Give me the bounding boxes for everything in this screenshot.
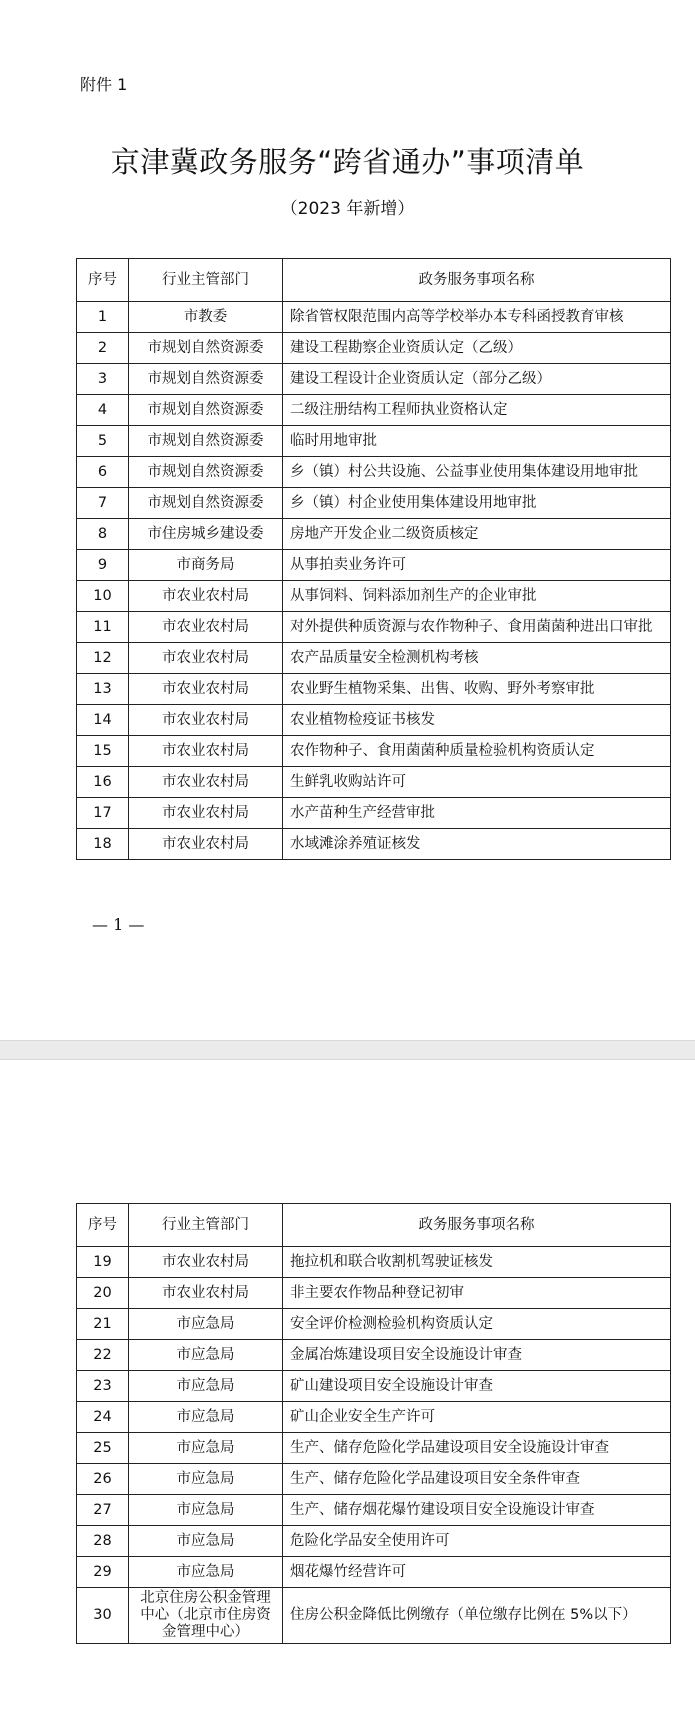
items-table-part-1 — [76, 258, 671, 860]
row-serial-no: 14 — [77, 705, 129, 736]
table-row — [77, 643, 671, 674]
table-row — [77, 426, 671, 457]
row-serial-no: 11 — [77, 612, 129, 643]
row-department: 市规划自然资源委 — [129, 333, 283, 364]
row-department: 市农业农村局 — [129, 581, 283, 612]
row-department: 市农业农村局 — [129, 1278, 283, 1309]
table-row — [77, 333, 671, 364]
row-serial-no: 25 — [77, 1433, 129, 1464]
header-serial-no: 序号 — [77, 259, 129, 302]
row-serial-no: 12 — [77, 643, 129, 674]
row-item-name: 对外提供种质资源与农作物种子、食用菌菌种进出口审批 — [283, 612, 671, 643]
table-row — [77, 1495, 671, 1526]
row-item-name: 生产、储存危险化学品建设项目安全设施设计审查 — [283, 1433, 671, 1464]
row-item-name: 除省管权限范围内高等学校举办本专科函授教育审核 — [283, 302, 671, 333]
table-row — [77, 1247, 671, 1278]
header-item-name: 政务服务事项名称 — [283, 259, 671, 302]
row-item-name: 从事饲料、饲料添加剂生产的企业审批 — [283, 581, 671, 612]
row-department: 市农业农村局 — [129, 1247, 283, 1278]
row-department: 市规划自然资源委 — [129, 426, 283, 457]
items-table-part-2 — [76, 1203, 671, 1644]
row-item-name: 生产、储存烟花爆竹建设项目安全设施设计审查 — [283, 1495, 671, 1526]
table-row — [77, 829, 671, 860]
row-department: 市应急局 — [129, 1340, 283, 1371]
document-page-2 — [0, 1060, 695, 1711]
page-number: — 1 — — [92, 915, 145, 934]
table-row — [77, 1464, 671, 1495]
table-row — [77, 1371, 671, 1402]
row-serial-no: 21 — [77, 1309, 129, 1340]
row-serial-no: 9 — [77, 550, 129, 581]
table-row — [77, 364, 671, 395]
row-serial-no: 3 — [77, 364, 129, 395]
table-row — [77, 457, 671, 488]
row-department: 市商务局 — [129, 550, 283, 581]
row-item-name: 水产苗种生产经营审批 — [283, 798, 671, 829]
row-department: 市农业农村局 — [129, 736, 283, 767]
table-row — [77, 550, 671, 581]
row-item-name: 二级注册结构工程师执业资格认定 — [283, 395, 671, 426]
row-item-name: 水域滩涂养殖证核发 — [283, 829, 671, 860]
row-serial-no: 18 — [77, 829, 129, 860]
table-row — [77, 1557, 671, 1588]
document-subtitle: （2023 年新增） — [280, 199, 415, 219]
row-item-name: 临时用地审批 — [283, 426, 671, 457]
attachment-label: 附件 1 — [80, 75, 128, 94]
row-serial-no: 20 — [77, 1278, 129, 1309]
row-department: 市规划自然资源委 — [129, 364, 283, 395]
row-item-name: 安全评价检测检验机构资质认定 — [283, 1309, 671, 1340]
row-serial-no: 4 — [77, 395, 129, 426]
row-department: 市农业农村局 — [129, 643, 283, 674]
row-item-name: 生鲜乳收购站许可 — [283, 767, 671, 798]
row-department: 市应急局 — [129, 1433, 283, 1464]
row-item-name: 危险化学品安全使用许可 — [283, 1526, 671, 1557]
row-item-name: 房地产开发企业二级资质核定 — [283, 519, 671, 550]
table-row — [77, 488, 671, 519]
row-item-name: 拖拉机和联合收割机驾驶证核发 — [283, 1247, 671, 1278]
row-department: 市住房城乡建设委 — [129, 519, 283, 550]
table-row — [77, 674, 671, 705]
row-serial-no: 13 — [77, 674, 129, 705]
row-item-name: 农业植物检疫证书核发 — [283, 705, 671, 736]
header-department: 行业主管部门 — [129, 259, 283, 302]
row-serial-no: 1 — [77, 302, 129, 333]
row-item-name: 建设工程勘察企业资质认定（乙级） — [283, 333, 671, 364]
table-row — [77, 395, 671, 426]
row-serial-no: 7 — [77, 488, 129, 519]
table-row — [77, 1433, 671, 1464]
row-item-name: 生产、储存危险化学品建设项目安全条件审查 — [283, 1464, 671, 1495]
row-item-name: 非主要农作物品种登记初审 — [283, 1278, 671, 1309]
table-row — [77, 1278, 671, 1309]
table-row — [77, 519, 671, 550]
row-department: 市农业农村局 — [129, 798, 283, 829]
row-serial-no: 26 — [77, 1464, 129, 1495]
table-row — [77, 767, 671, 798]
row-serial-no: 29 — [77, 1557, 129, 1588]
row-department: 市应急局 — [129, 1557, 283, 1588]
row-department: 市农业农村局 — [129, 767, 283, 798]
row-department: 市应急局 — [129, 1464, 283, 1495]
row-department: 市应急局 — [129, 1309, 283, 1340]
page-separator — [0, 1040, 695, 1060]
row-item-name: 乡（镇）村公共设施、公益事业使用集体建设用地审批 — [283, 457, 671, 488]
row-item-name: 乡（镇）村企业使用集体建设用地审批 — [283, 488, 671, 519]
table-row — [77, 581, 671, 612]
row-serial-no: 24 — [77, 1402, 129, 1433]
header-item-name: 政务服务事项名称 — [283, 1204, 671, 1247]
row-department: 市规划自然资源委 — [129, 457, 283, 488]
row-item-name: 烟花爆竹经营许可 — [283, 1557, 671, 1588]
row-serial-no: 22 — [77, 1340, 129, 1371]
table-row — [77, 1526, 671, 1557]
header-serial-no: 序号 — [77, 1204, 129, 1247]
table-header-row — [77, 1204, 671, 1247]
row-department: 市农业农村局 — [129, 829, 283, 860]
row-serial-no: 30 — [77, 1588, 129, 1644]
row-item-name: 农作物种子、食用菌菌种质量检验机构资质认定 — [283, 736, 671, 767]
row-item-name: 农产品质量安全检测机构考核 — [283, 643, 671, 674]
row-item-name: 建设工程设计企业资质认定（部分乙级） — [283, 364, 671, 395]
table-row — [77, 798, 671, 829]
row-serial-no: 10 — [77, 581, 129, 612]
table-row — [77, 612, 671, 643]
row-item-name: 农业野生植物采集、出售、收购、野外考察审批 — [283, 674, 671, 705]
row-item-name: 金属冶炼建设项目安全设施设计审查 — [283, 1340, 671, 1371]
header-department: 行业主管部门 — [129, 1204, 283, 1247]
row-item-name: 从事拍卖业务许可 — [283, 550, 671, 581]
row-item-name: 矿山企业安全生产许可 — [283, 1402, 671, 1433]
row-item-name: 住房公积金降低比例缴存（单位缴存比例在 5%以下） — [283, 1588, 671, 1644]
row-department: 市应急局 — [129, 1402, 283, 1433]
row-department: 市应急局 — [129, 1526, 283, 1557]
row-serial-no: 15 — [77, 736, 129, 767]
table-row — [77, 1402, 671, 1433]
row-serial-no: 8 — [77, 519, 129, 550]
row-department: 市应急局 — [129, 1495, 283, 1526]
row-serial-no: 17 — [77, 798, 129, 829]
row-department: 市农业农村局 — [129, 674, 283, 705]
row-serial-no: 27 — [77, 1495, 129, 1526]
row-department: 市规划自然资源委 — [129, 488, 283, 519]
row-department: 市教委 — [129, 302, 283, 333]
table-row — [77, 1340, 671, 1371]
row-department: 北京住房公积金管理中心（北京市住房资金管理中心） — [129, 1588, 283, 1644]
table-row — [77, 302, 671, 333]
table-row — [77, 1309, 671, 1340]
row-department: 市农业农村局 — [129, 705, 283, 736]
row-serial-no: 16 — [77, 767, 129, 798]
table-header-row — [77, 259, 671, 302]
row-serial-no: 2 — [77, 333, 129, 364]
row-serial-no: 19 — [77, 1247, 129, 1278]
row-serial-no: 5 — [77, 426, 129, 457]
document-title: 京津冀政务服务“跨省通办”事项清单 — [110, 145, 585, 179]
table-row — [77, 705, 671, 736]
row-department: 市规划自然资源委 — [129, 395, 283, 426]
row-department: 市应急局 — [129, 1371, 283, 1402]
row-serial-no: 6 — [77, 457, 129, 488]
table-row — [77, 736, 671, 767]
table-row — [77, 1588, 671, 1644]
row-department: 市农业农村局 — [129, 612, 283, 643]
row-serial-no: 23 — [77, 1371, 129, 1402]
row-item-name: 矿山建设项目安全设施设计审查 — [283, 1371, 671, 1402]
row-serial-no: 28 — [77, 1526, 129, 1557]
